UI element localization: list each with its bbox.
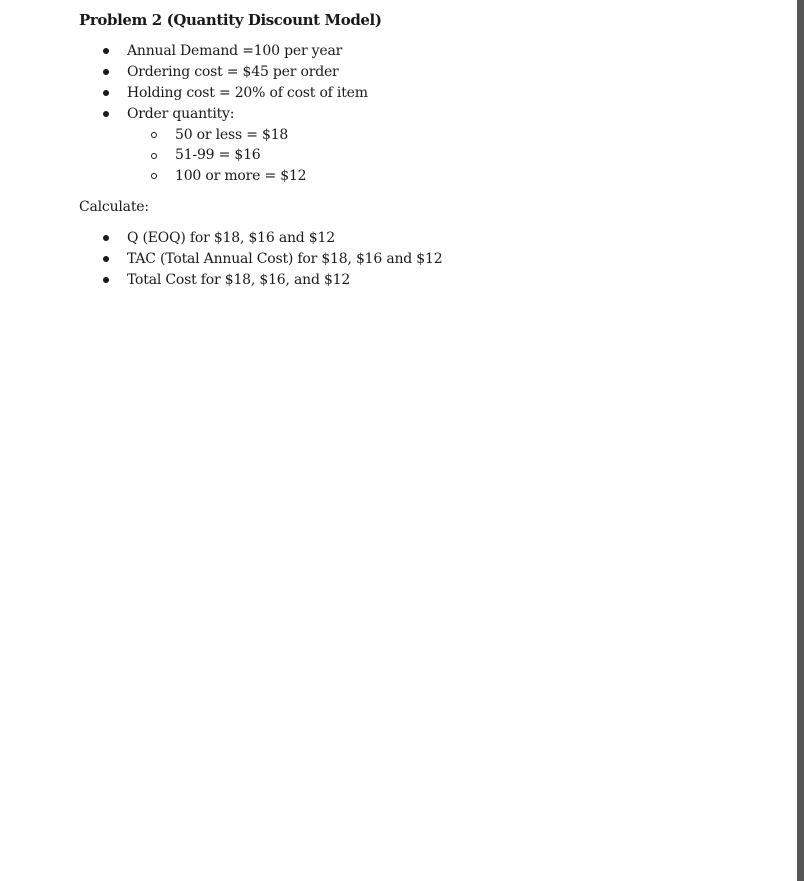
calculate-label: Calculate: bbox=[79, 199, 149, 215]
given-item-ordering-cost: Ordering cost = $45 per order bbox=[127, 64, 339, 80]
tier-item: 50 or less = $18 bbox=[175, 127, 289, 143]
tier-item: 51-99 = $16 bbox=[175, 147, 261, 163]
bullet-icon bbox=[103, 256, 109, 262]
hollow-bullet-icon bbox=[151, 173, 157, 179]
bullet-icon bbox=[103, 111, 109, 117]
given-item-annual-demand: Annual Demand =100 per year bbox=[127, 43, 343, 59]
tier-item: 100 or more = $12 bbox=[175, 168, 307, 184]
task-item-total-cost: Total Cost for $18, $16, and $12 bbox=[127, 272, 351, 288]
bullet-icon bbox=[103, 69, 109, 75]
bullet-icon bbox=[103, 235, 109, 241]
bullet-icon bbox=[103, 277, 109, 283]
given-item-holding-cost: Holding cost = 20% of cost of item bbox=[127, 85, 368, 101]
task-item-tac: TAC (Total Annual Cost) for $18, $16 and $12 bbox=[127, 251, 443, 267]
problem-title: Problem 2 (Quantity Discount Model) bbox=[79, 11, 382, 29]
given-item-order-quantity: Order quantity: bbox=[127, 106, 235, 122]
task-item-eoq: Q (EOQ) for $18, $16 and $12 bbox=[127, 230, 335, 246]
hollow-bullet-icon bbox=[151, 153, 157, 159]
bullet-icon bbox=[103, 48, 109, 54]
page-edge-border bbox=[797, 0, 804, 881]
bullet-icon bbox=[103, 90, 109, 96]
hollow-bullet-icon bbox=[151, 132, 157, 138]
